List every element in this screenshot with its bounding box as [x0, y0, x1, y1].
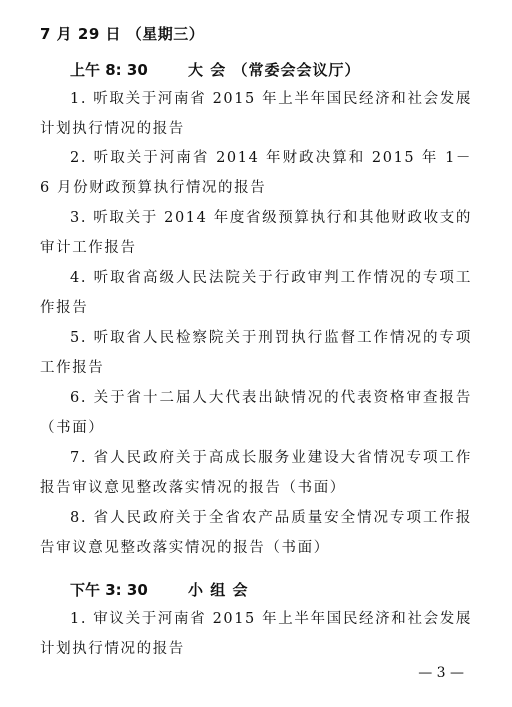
- agenda-item: 1. 审议关于河南省 2015 年上半年国民经济和社会发展计划执行情况的报告: [40, 611, 472, 657]
- agenda-item: 2. 听取关于河南省 2014 年财政决算和 2015 年 1－6 月份财政预算执行情况的报告: [40, 150, 472, 196]
- agenda-item: 4. 听取省高级人民法院关于行政审判工作情况的专项工作报告: [40, 270, 472, 316]
- afternoon-session-name: 小 组 会: [188, 581, 249, 599]
- agenda-item: 6. 关于省十二届人大代表出缺情况的代表资格审查报告（书面）: [40, 390, 472, 436]
- agenda-item: 1. 听取关于河南省 2015 年上半年国民经济和社会发展计划执行情况的报告: [40, 91, 472, 137]
- afternoon-session-time: 下午 3: 30: [70, 581, 148, 599]
- date-heading: 7 月 29 日 （星期三）: [40, 25, 205, 43]
- agenda-item: 8. 省人民政府关于全省农产品质量安全情况专项工作报告审议意见整改落实情况的报告（书面）: [40, 510, 472, 556]
- morning-session-time: 上午 8: 30: [70, 61, 148, 79]
- agenda-item: 5. 听取省人民检察院关于刑罚执行监督工作情况的专项工作报告: [40, 330, 472, 376]
- morning-session-name: 大 会 （常委会会议厅）: [188, 61, 361, 79]
- page-number: — 3 —: [418, 665, 464, 681]
- agenda-item: 3. 听取关于 2014 年度省级预算执行和其他财政收支的审计工作报告: [40, 210, 472, 256]
- agenda-item: 7. 省人民政府关于高成长服务业建设大省情况专项工作报告审议意见整改落实情况的报告（书面）: [40, 450, 472, 496]
- afternoon-session-heading: [70, 579, 248, 600]
- morning-session-heading: [70, 59, 360, 80]
